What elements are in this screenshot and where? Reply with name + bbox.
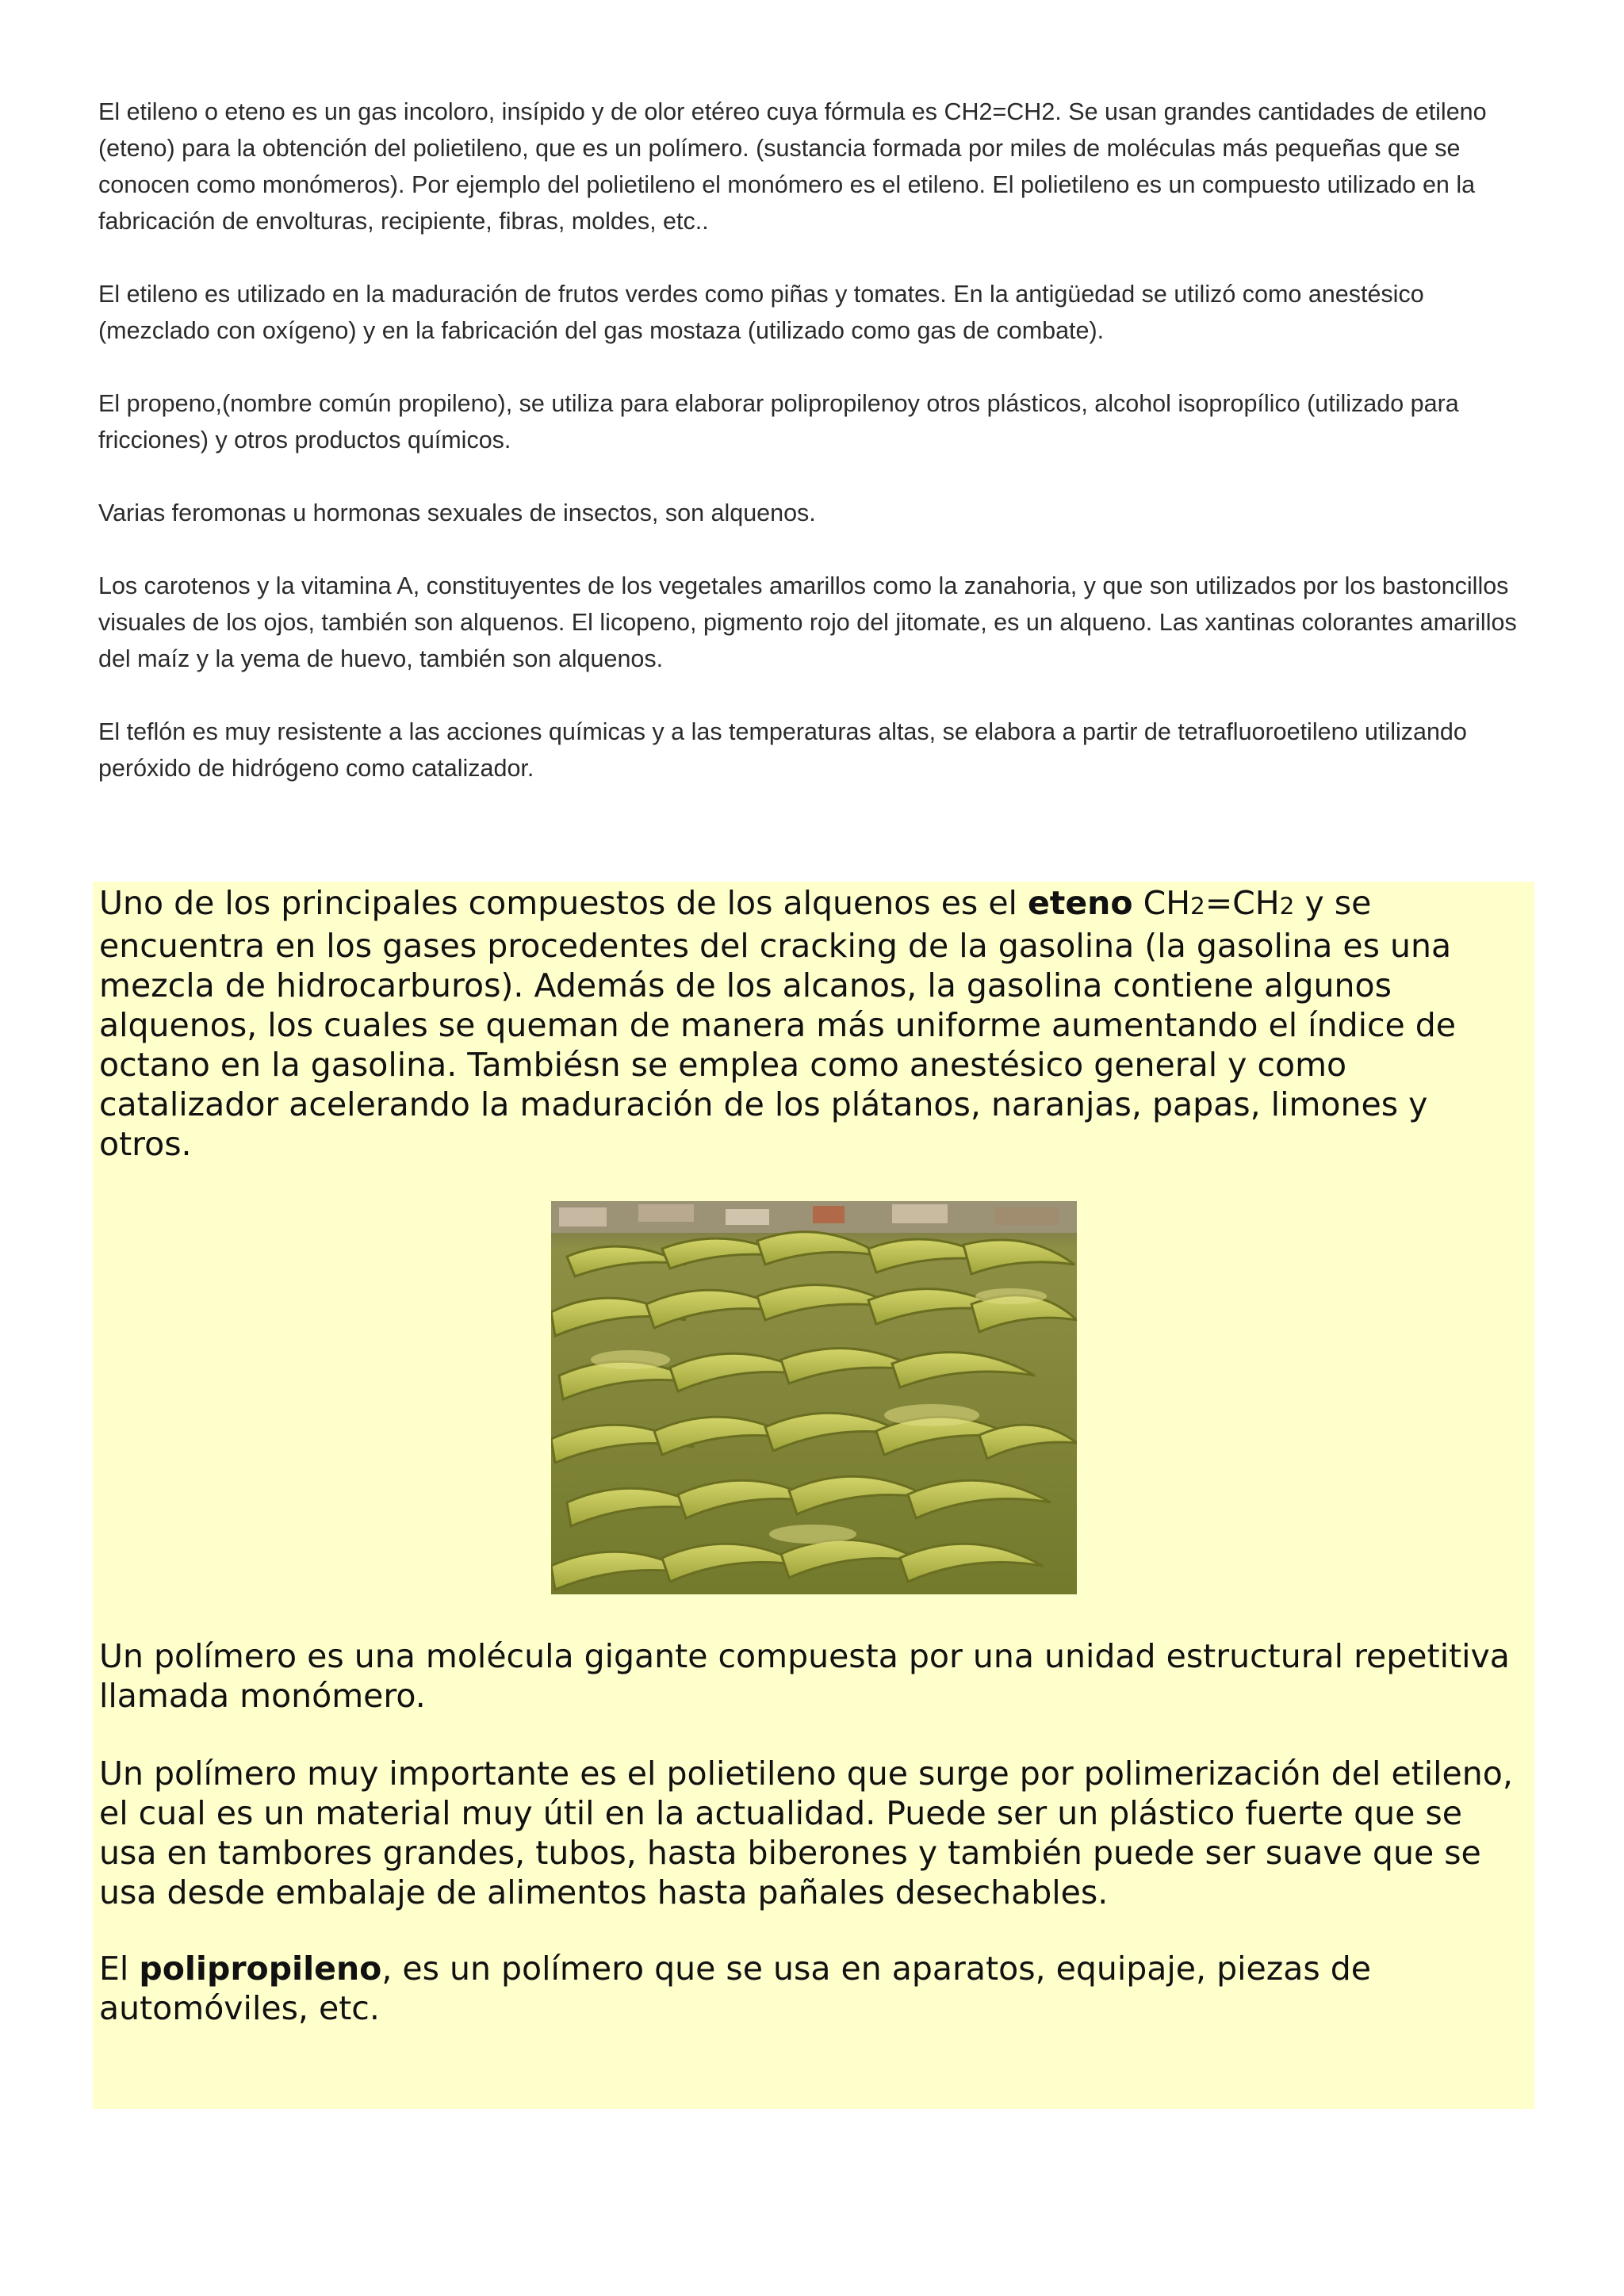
paragraph-propeno: El propeno,(nombre común propileno), se utiliza para elaborar polipropilenoy otros plásticos, alcohol isopropílico (utilizado para fricciones) y otros productos químicos.: [98, 390, 1459, 453]
eteno-term: eteno: [1027, 884, 1133, 922]
paragraph-polietileno: Un polímero muy importante es el polietileno que surge por polimerización del etileno, el cual es un material muy útil en la actualidad. Puede ser un plástico fuerte que se usa en tambores grandes, tubos, hasta biberones y también puede ser suave que se usa desde embalaje de alimentos hasta pañales desechables.: [99, 1755, 1513, 1911]
formula-part-b: =CH: [1205, 884, 1280, 922]
paragraph-teflon: El teflón es muy resistente a las acciones químicas y a las temperaturas altas, se elabora a partir de tetrafluoroetileno utilizando peróxido de hidrógeno como catalizador.: [98, 718, 1467, 782]
formula-subscript-b: 2: [1279, 893, 1295, 920]
formula-part-a: CH: [1132, 884, 1191, 922]
paragraph-polimero: Un polímero es una molécula gigante compuesta por una unidad estructural repetitiva llamada monómero.: [99, 1637, 1510, 1715]
paragraph-maduracion: El etileno es utilizado en la maduración de frutos verdes como piñas y tomates. En la antigüedad se utilizó como anestésico (mezclado con oxígeno) y en la fabricación del gas mostaza (utilizado como gas de combate).: [98, 281, 1424, 344]
polipropileno-term: polipropileno: [139, 1950, 382, 1988]
bananas-photo: [551, 1201, 1077, 1594]
paragraph-carotenos: Los carotenos y la vitamina A, constituyentes de los vegetales amarillos como la zanahoria, y que son utilizados por los bastoncillos visuales de los ojos, también son alquenos. El licopeno, pigmento rojo del jitomate, es un alqueno. Las xantinas colorantes amarillos del maíz y la yema de huevo, también son alquenos.: [98, 572, 1517, 672]
intro-text-block: [98, 94, 1526, 823]
eteno-text-before: Uno de los principales compuestos de los alquenos es el: [99, 884, 1028, 922]
paragraph-eteno: [99, 883, 1526, 1164]
eteno-text-after: y se encuentra en los gases procedentes del cracking de la gasolina (la gasolina es una mezcla de hidrocarburos). Además de los alcanos, la gasolina contiene algunos alquenos, los cuales se queman de manera más uniforme aumentando el índice de octano en la gasolina. Tambiésn se emplea como anestésico general y como catalizador acelerando la maduración de los plátanos, naranjas, papas, limones y otros.: [99, 884, 1457, 1163]
paragraph-etileno: El etileno o eteno es un gas incoloro, insípido y de olor etéreo cuya fórmula es CH2=CH2. Se usan grandes cantidades de etileno (eteno) para la obtención del polietileno, que es un polímero. (sustancia formada por miles de moléculas más pequeñas que se conocen como monómeros). Por ejemplo del polietileno el monómero es el etileno. El polietileno es un compuesto utilizado en la fabricación de envolturas, recipiente, fibras, moldes, etc..: [98, 98, 1487, 235]
paragraph-feromonas: Varias feromonas u hormonas sexuales de insectos, son alquenos.: [98, 499, 816, 526]
polipropileno-text-before: El: [99, 1950, 140, 1988]
paragraph-polipropileno: [99, 1949, 1526, 2028]
polipropileno-text-after: , es un polímero que se usa en aparatos, equipaje, piezas de automóviles, etc.: [99, 1950, 1372, 2027]
formula-subscript-a: 2: [1190, 893, 1205, 920]
highlight-box: [93, 882, 1534, 2109]
